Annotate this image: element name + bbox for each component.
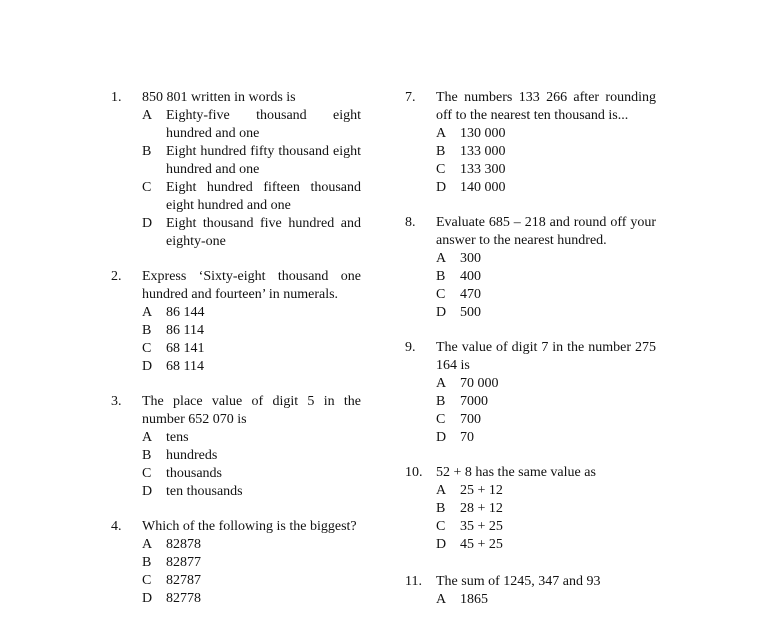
- option-a[interactable]: [142, 536, 361, 554]
- option-text: Eighty-five thousand eight hundred and one: [166, 108, 361, 141]
- option-text: 70 000: [460, 376, 499, 391]
- option-text: 7000: [460, 394, 488, 409]
- option-b[interactable]: [142, 447, 361, 465]
- question-number: 7.: [405, 90, 416, 105]
- question-text: 52 + 8 has the same value as: [436, 465, 596, 480]
- option-a[interactable]: [436, 482, 656, 500]
- option-a[interactable]: [142, 429, 361, 447]
- option-c[interactable]: [436, 161, 656, 179]
- option-c[interactable]: [142, 179, 361, 215]
- question-number: 9.: [405, 340, 416, 355]
- question-7: [405, 89, 656, 197]
- option-d[interactable]: [436, 179, 656, 197]
- option-text: 45 + 25: [460, 537, 503, 552]
- question-3: [111, 393, 361, 501]
- option-letter: C: [142, 180, 152, 195]
- option-text: Eight hundred fifty thousand eight hundred and one: [166, 144, 361, 177]
- option-letter: C: [436, 519, 446, 534]
- option-a[interactable]: [436, 125, 656, 143]
- question-1: [111, 89, 361, 251]
- option-d[interactable]: [142, 215, 361, 251]
- option-a[interactable]: [436, 591, 656, 609]
- option-text: 1865: [460, 592, 488, 607]
- question-2: [111, 268, 361, 376]
- option-text: Eight hundred fifteen thousand eight hundred and one: [166, 180, 361, 213]
- question-text: Evaluate 685 – 218 and round off your answer to the nearest hundred.: [436, 215, 656, 248]
- question-number: 11.: [405, 574, 422, 589]
- option-text: 133 000: [460, 144, 506, 159]
- option-letter: D: [142, 216, 153, 231]
- option-d[interactable]: [436, 429, 656, 447]
- option-text: 86 144: [166, 305, 205, 320]
- option-letter: D: [142, 359, 153, 374]
- option-d[interactable]: [142, 590, 361, 608]
- option-c[interactable]: [142, 340, 361, 358]
- option-c[interactable]: [142, 572, 361, 590]
- option-text: 700: [460, 412, 481, 427]
- option-c[interactable]: [142, 465, 361, 483]
- option-d[interactable]: [142, 483, 361, 501]
- question-4: [111, 518, 361, 608]
- option-letter: B: [436, 144, 446, 159]
- option-letter: B: [142, 448, 152, 463]
- option-letter: D: [436, 537, 447, 552]
- option-text: 86 114: [166, 323, 204, 338]
- question-text: 850 801 written in words is: [142, 90, 296, 105]
- option-c[interactable]: [436, 286, 656, 304]
- question-11: [405, 573, 656, 609]
- question-text: The numbers 133 266 after rounding off to the nearest ten thousand is...: [436, 90, 656, 123]
- option-letter: B: [436, 501, 446, 516]
- question-text: Express ‘Sixty-eight thousand one hundred and fourteen’ in numerals.: [142, 269, 361, 302]
- option-letter: A: [436, 251, 447, 266]
- option-d[interactable]: [436, 536, 656, 554]
- question-number: 4.: [111, 519, 122, 534]
- option-letter: D: [142, 484, 153, 499]
- option-a[interactable]: [436, 375, 656, 393]
- question-text: The sum of 1245, 347 and 93: [436, 574, 601, 589]
- option-b[interactable]: [142, 554, 361, 572]
- question-number: 8.: [405, 215, 416, 230]
- question-text: The value of digit 7 in the number 275 164 is: [436, 340, 656, 373]
- option-text: 300: [460, 251, 481, 266]
- question-8: [405, 214, 656, 322]
- option-letter: A: [142, 108, 153, 123]
- option-letter: B: [142, 323, 152, 338]
- option-letter: B: [436, 269, 446, 284]
- question-10: [405, 464, 656, 554]
- option-b[interactable]: [436, 393, 656, 411]
- right-column: [405, 89, 656, 626]
- option-text: 70: [460, 430, 474, 445]
- option-text: 82878: [166, 537, 201, 552]
- option-a[interactable]: [142, 107, 361, 143]
- option-letter: B: [436, 394, 446, 409]
- question-9: [405, 339, 656, 447]
- option-letter: A: [436, 376, 447, 391]
- option-b[interactable]: [436, 500, 656, 518]
- question-number: 3.: [111, 394, 122, 409]
- option-text: hundreds: [166, 448, 218, 463]
- option-text: 82787: [166, 573, 201, 588]
- option-letter: B: [142, 555, 152, 570]
- question-text: The place value of digit 5 in the number 652 070 is: [142, 394, 361, 427]
- option-text: 400: [460, 269, 481, 284]
- option-text: 35 + 25: [460, 519, 503, 534]
- option-letter: C: [436, 162, 446, 177]
- option-b[interactable]: [142, 322, 361, 340]
- option-text: 140 000: [460, 180, 506, 195]
- option-text: 68 114: [166, 359, 204, 374]
- option-letter: D: [436, 180, 447, 195]
- option-letter: A: [436, 592, 447, 607]
- option-text: thousands: [166, 466, 222, 481]
- option-letter: A: [142, 430, 153, 445]
- option-letter: A: [436, 483, 447, 498]
- option-letter: B: [142, 144, 152, 159]
- option-letter: C: [142, 573, 152, 588]
- option-b[interactable]: [436, 268, 656, 286]
- option-letter: A: [436, 126, 447, 141]
- option-text: 82877: [166, 555, 201, 570]
- option-text: 28 + 12: [460, 501, 503, 516]
- option-d[interactable]: [142, 358, 361, 376]
- option-text: 470: [460, 287, 481, 302]
- option-a[interactable]: [436, 250, 656, 268]
- left-column: [111, 89, 361, 625]
- option-text: 130 000: [460, 126, 506, 141]
- option-text: Eight thousand five hundred and eighty-one: [166, 216, 361, 249]
- option-text: 82778: [166, 591, 201, 606]
- option-letter: D: [142, 591, 153, 606]
- option-c[interactable]: [436, 518, 656, 536]
- option-letter: C: [142, 341, 152, 356]
- question-number: 1.: [111, 90, 122, 105]
- option-d[interactable]: [436, 304, 656, 322]
- option-text: 68 141: [166, 341, 205, 356]
- option-text: 25 + 12: [460, 483, 503, 498]
- option-b[interactable]: [142, 143, 361, 179]
- option-letter: C: [436, 287, 446, 302]
- option-letter: C: [142, 466, 152, 481]
- option-letter: A: [142, 537, 153, 552]
- option-letter: C: [436, 412, 446, 427]
- question-number: 10.: [405, 465, 423, 480]
- option-text: ten thousands: [166, 484, 243, 499]
- option-a[interactable]: [142, 304, 361, 322]
- option-text: 500: [460, 305, 481, 320]
- option-letter: A: [142, 305, 153, 320]
- option-letter: D: [436, 305, 447, 320]
- option-text: 133 300: [460, 162, 506, 177]
- option-b[interactable]: [436, 143, 656, 161]
- option-c[interactable]: [436, 411, 656, 429]
- option-text: tens: [166, 430, 189, 445]
- question-number: 2.: [111, 269, 122, 284]
- question-text: Which of the following is the biggest?: [142, 519, 357, 534]
- option-letter: D: [436, 430, 447, 445]
